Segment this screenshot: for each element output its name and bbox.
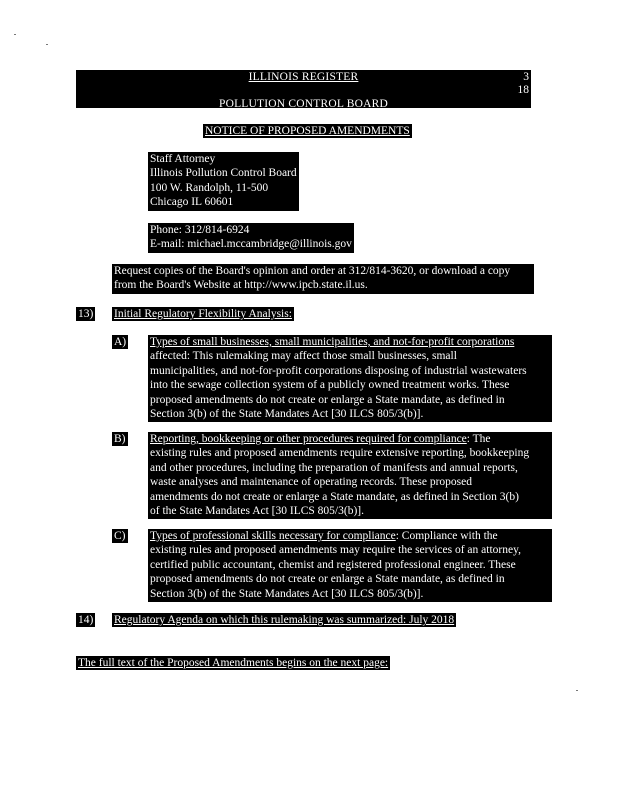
paragraph-line: into the sewage collection system of a publicly owned treatment works. These xyxy=(150,379,510,392)
item-c-paragraph xyxy=(148,529,552,602)
scan-speck xyxy=(46,44,48,45)
item-c-label: C) xyxy=(114,530,126,542)
paragraph-line: proposed amendments do not create or enlarge a State mandate, as defined in xyxy=(150,573,505,586)
scan-speck xyxy=(576,690,578,691)
contact-address xyxy=(148,152,299,211)
item-b-paragraph xyxy=(148,432,552,519)
section-13-heading: Initial Regulatory Flexibility Analysis: xyxy=(114,308,292,320)
item-a-paragraph xyxy=(148,335,552,422)
full-text-note: The full text of the Proposed Amendments begins on the next page: xyxy=(78,657,389,669)
paragraph-line: Section 3(b) of the State Mandates Act [30 ILCS 805/3(b)]. xyxy=(150,587,424,600)
scan-speck xyxy=(14,34,16,35)
paragraph-line: waste analyses and maintenance of operating records. These proposed xyxy=(150,476,472,489)
request-line: from the Board's Website at http://www.ipcb.state.il.us. xyxy=(114,279,368,292)
register-title: ILLINOIS REGISTER xyxy=(248,71,359,83)
paragraph-line: certified public accountant, chemist and registered professional engineer. These xyxy=(150,558,516,571)
paragraph-line: municipalities, and not-for-profit corporations disposing of industrial wastewaters xyxy=(150,364,527,377)
item-b-heading-tail: : The xyxy=(466,433,491,445)
item-c-heading-tail: : Compliance with the xyxy=(395,530,498,542)
agency-name: POLLUTION CONTROL BOARD xyxy=(218,98,388,110)
notice-title: NOTICE OF PROPOSED AMENDMENTS xyxy=(205,125,410,137)
paragraph-line: of the State Mandates Act [30 ILCS 805/3(b)]. xyxy=(150,505,364,518)
contact-city: Chicago IL 60601 xyxy=(150,196,234,209)
item-c-heading: Types of professional skills necessary for compliance xyxy=(150,530,396,542)
paragraph-line: and other procedures, including the preparation of manifests and annual reports, xyxy=(150,461,518,474)
paragraph-line: existing rules and proposed amendments require extensive reporting, bookkeeping xyxy=(150,447,530,460)
paragraph-line: amendments do not create or enlarge a State mandate, as defined in Section 3(b) xyxy=(150,490,519,503)
request-line: Request copies of the Board's opinion and order at 312/814-3620, or download a copy xyxy=(114,265,511,277)
request-copies-paragraph xyxy=(112,264,534,294)
paragraph-line: existing rules and proposed amendments may require the services of an attorney, xyxy=(150,544,521,557)
item-a-heading: Types of small businesses, small municipalities, and not-for-profit corporations xyxy=(150,336,515,348)
register-volume: 3 xyxy=(523,71,529,83)
contact-org: Illinois Pollution Control Board xyxy=(150,167,297,180)
contact-phone-email xyxy=(148,223,354,253)
item-a-label: A) xyxy=(114,336,127,348)
register-issue: 18 xyxy=(517,84,529,96)
item-b-heading: Reporting, bookkeeping or other procedures required for compliance xyxy=(150,433,467,445)
item-b-label: B) xyxy=(114,433,126,445)
section-13-number: 13) xyxy=(78,308,94,320)
contact-name: Staff Attorney xyxy=(150,153,216,165)
paragraph-line: proposed amendments do not create or enlarge a State mandate, as defined in xyxy=(150,393,505,406)
section-14-text: Regulatory Agenda on which this rulemaking was summarized: July 2018 xyxy=(114,614,455,626)
register-header xyxy=(76,70,531,108)
paragraph-line: Section 3(b) of the State Mandates Act [30 ILCS 805/3(b)]. xyxy=(150,408,424,421)
paragraph-line: affected: This rulemaking may affect those small businesses, small xyxy=(150,350,457,363)
contact-email: E-mail: michael.mccambridge@illinois.gov xyxy=(150,238,352,251)
contact-phone: Phone: 312/814-6924 xyxy=(150,224,250,236)
section-14-number: 14) xyxy=(78,614,94,626)
contact-street: 100 W. Randolph, 11-500 xyxy=(150,181,269,194)
